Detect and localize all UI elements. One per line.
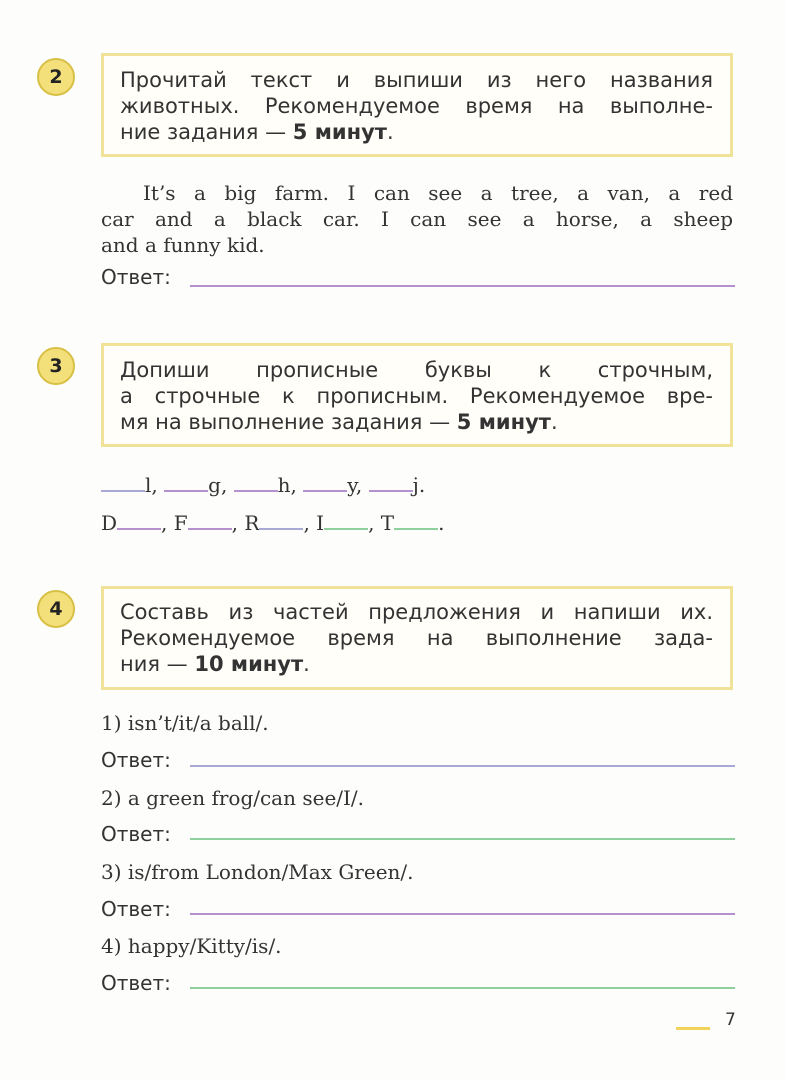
instruction-line: ния — 10 минут. (120, 652, 310, 676)
letter: y (347, 473, 356, 497)
task-number-badge: 2 (37, 58, 75, 96)
instruction-line: мя на выполнение задания — 5 минут. (120, 410, 558, 434)
sentence-parts: 4) happy/Kitty/is/. (101, 934, 282, 958)
lowercase-row: l, g, h, y, j. (101, 472, 425, 498)
sentence-parts: 1) isn’t/it/a ball/. (101, 711, 269, 735)
answer-label: Ответ: (101, 971, 171, 995)
answer-label: Ответ: (101, 822, 171, 846)
letter-blank[interactable] (188, 528, 232, 530)
time-limit: 5 минут (292, 120, 387, 144)
instruction-line: Допиши прописные буквы к строчным, (120, 358, 713, 382)
answer-line[interactable] (190, 913, 735, 915)
time-limit: 5 минут (456, 410, 551, 434)
instruction-line: Прочитай текст и выпиши из него названия (120, 68, 713, 92)
reading-text-line: It’s a big farm. I can see a tree, a van, a red (143, 181, 733, 205)
letter-blank[interactable] (324, 528, 368, 530)
page-number: 7 (725, 1010, 736, 1030)
letter-blank[interactable] (259, 528, 303, 530)
page-marker (676, 1027, 710, 1030)
reading-text-line: car and a black car. I can see a horse, a sheep (101, 207, 733, 231)
answer-line[interactable] (190, 285, 735, 287)
instruction-line: Составь из частей предложения и напиши их. (120, 600, 713, 624)
task-number-badge: 3 (37, 347, 75, 385)
letter-blank[interactable] (101, 490, 145, 492)
instruction-line: а строчные к прописным. Рекомендуемое вре- (120, 384, 713, 408)
instruction-line: животных. Рекомендуемое время на выполне- (120, 94, 713, 118)
letter-blank[interactable] (164, 490, 208, 492)
letter-blank[interactable] (394, 528, 438, 530)
letter: R (244, 511, 260, 535)
answer-line[interactable] (190, 838, 735, 840)
answer-line[interactable] (190, 765, 735, 767)
letter: I (316, 511, 325, 535)
sentence-parts: 2) a green frog/can see/I/. (101, 786, 365, 810)
letter-blank[interactable] (234, 490, 278, 492)
instruction-line: Рекомендуемое время на выполнение зада- (120, 626, 713, 650)
answer-line[interactable] (190, 987, 735, 989)
letter: h (277, 473, 291, 497)
answer-label: Ответ: (101, 748, 171, 772)
letter-blank[interactable] (369, 490, 413, 492)
reading-text-line: and a funny kid. (101, 233, 265, 257)
instruction-line: ние задания — 5 минут. (120, 120, 394, 144)
sentence-parts: 3) is/from London/Max Green/. (101, 860, 414, 884)
letter: l (145, 473, 152, 497)
uppercase-row: D , F , R , I , T . (101, 511, 445, 535)
time-limit: 10 минут (194, 652, 304, 676)
answer-label: Ответ: (101, 897, 171, 921)
letter-blank[interactable] (303, 490, 347, 492)
letter: T (380, 511, 395, 535)
task-number-badge: 4 (37, 590, 75, 628)
answer-label: Ответ: (101, 265, 171, 289)
letter: D (101, 511, 118, 535)
letter: j (412, 473, 419, 497)
letter: g (208, 473, 221, 497)
letter: F (173, 511, 188, 535)
letter-blank[interactable] (117, 528, 161, 530)
